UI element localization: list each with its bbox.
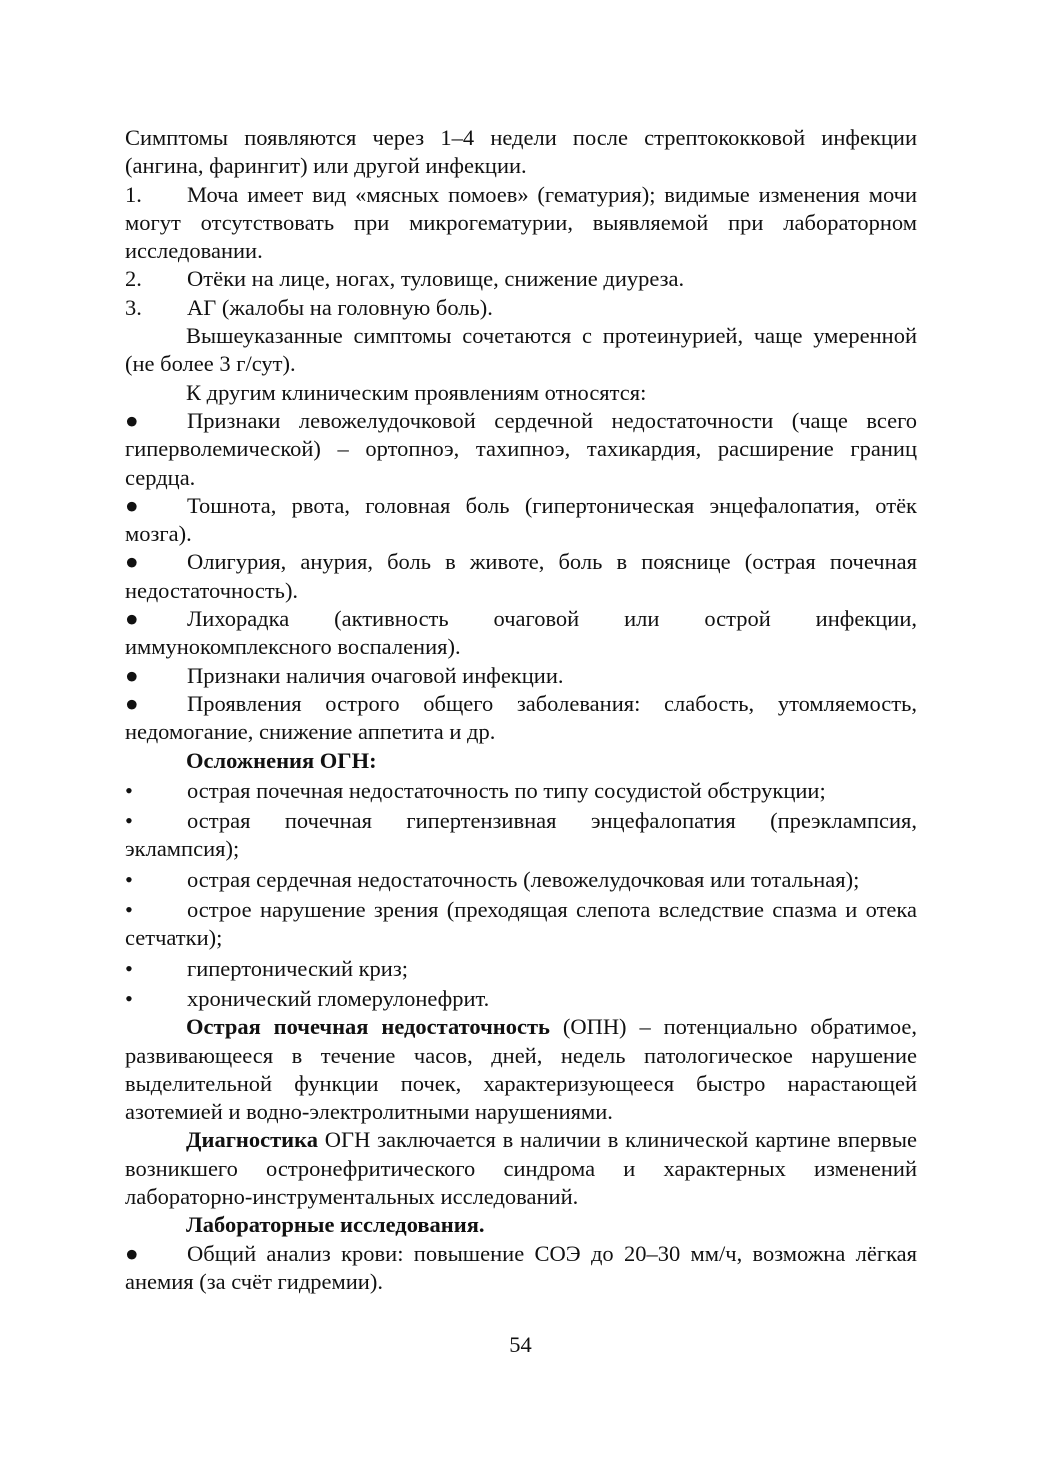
bullet-icon: ● bbox=[125, 492, 139, 518]
complication-item-1 bbox=[125, 777, 917, 805]
bullet-icon: • bbox=[125, 985, 133, 1011]
item-text: Моча имеет вид «мясных помоев» (гематурия); видимые изменения мочи могут отсутствовать при микрогематурии, выявляемой при лабораторном исследовании. bbox=[125, 181, 917, 264]
paragraph-intro: Симптомы появляются через 1–4 недели после стрептококковой инфекции (ангина, фарингит) или другой инфекции. bbox=[125, 125, 917, 179]
heading-lab-tests bbox=[125, 1211, 917, 1239]
page-number: 54 bbox=[509, 1332, 532, 1357]
definition-text: (ОПН) – потенциально обратимое, развивающееся в течение часов, дней, недель патологическое нарушение выделительной функции почек, характеризующееся быстро нарастающей азотемией и водно-электролитными нарушениями. bbox=[125, 1014, 918, 1125]
complication-item-4 bbox=[125, 896, 917, 953]
bullet-item-6 bbox=[125, 690, 917, 747]
bullet-item-3 bbox=[125, 548, 917, 605]
item-text: Признаки левожелудочковой сердечной недостаточности (чаще всего гиперволемической) – ортопноэ, тахипноэ, тахикардия, расширение границ сердца. bbox=[125, 407, 917, 490]
page-body bbox=[125, 124, 917, 1296]
item-text: острое нарушение зрения (преходящая слепота вследствие спазма и отека сетчатки); bbox=[125, 897, 917, 951]
item-text: Олигурия, анурия, боль в животе, боль в пояснице (острая почечная недостаточность). bbox=[125, 549, 917, 603]
complication-item-6 bbox=[125, 985, 917, 1013]
bullet-item-5 bbox=[125, 662, 917, 690]
bullet-item-4 bbox=[125, 605, 917, 662]
numbered-item-3 bbox=[125, 294, 917, 322]
item-text: Проявления острого общего заболевания: слабость, утомляемость, недомогание, снижение аппетита и др. bbox=[125, 690, 917, 745]
term-bold: Диагностика bbox=[186, 1127, 319, 1153]
item-text: хронический гломерулонефрит. bbox=[187, 985, 490, 1011]
bullet-icon: • bbox=[125, 777, 133, 803]
complication-item-5 bbox=[125, 955, 917, 983]
item-number: 2. bbox=[125, 266, 142, 292]
heading-text: Лабораторные исследования. bbox=[186, 1212, 485, 1238]
item-text: острая почечная недостаточность по типу сосудистой обструкции; bbox=[187, 777, 826, 803]
bullet-icon: • bbox=[125, 897, 133, 923]
paragraph-proteinuria: Вышеуказанные симптомы сочетаются с протеинурией, чаще умеренной (не более 3 г/сут). bbox=[125, 323, 917, 377]
numbered-item-1 bbox=[125, 181, 917, 266]
bullet-icon: ● bbox=[125, 690, 139, 716]
bullet-icon: ● bbox=[125, 662, 139, 688]
item-text: острая почечная гипертензивная энцефалопатия (преэклампсия, эклампсия); bbox=[125, 808, 917, 862]
heading-complications bbox=[125, 747, 917, 775]
complication-item-3 bbox=[125, 866, 917, 894]
item-text: Лихорадка (активность очаговой или острой инфекции, иммунокомплексного воспаления). bbox=[125, 606, 917, 660]
item-number: 1. bbox=[125, 181, 142, 207]
item-text: Признаки наличия очаговой инфекции. bbox=[187, 662, 564, 688]
item-number: 3. bbox=[125, 294, 142, 320]
complication-item-2 bbox=[125, 807, 917, 864]
heading-text: Осложнения ОГН: bbox=[186, 747, 377, 773]
item-text: острая сердечная недостаточность (левожелудочковая или тотальная); bbox=[187, 866, 860, 892]
paragraph-other-signs: К другим клиническим проявлениям относятся: bbox=[186, 379, 647, 405]
bullet-icon: ● bbox=[125, 549, 139, 575]
definition-text: ОГН заключается в наличии в клинической картине впервые возникшего остронефритического синдрома и характерных изменений лабораторно-инструментальных исследований. bbox=[125, 1127, 917, 1209]
item-text: Общий анализ крови: повышение СОЭ до 20–30 мм/ч, возможна лёгкая анемия (за счёт гидремии). bbox=[125, 1240, 917, 1294]
item-text: Отёки на лице, ногах, туловище, снижение диуреза. bbox=[187, 266, 685, 292]
item-text: гипертонический криз; bbox=[187, 955, 408, 981]
bullet-icon: • bbox=[125, 808, 133, 834]
lab-item-1 bbox=[125, 1240, 917, 1297]
item-text: Тошнота, рвота, головная боль (гипертоническая энцефалопатия, отёк мозга). bbox=[125, 492, 917, 547]
paragraph-diagnostics bbox=[125, 1126, 917, 1211]
paragraph-opn-definition bbox=[125, 1013, 917, 1126]
bullet-icon: • bbox=[125, 866, 133, 892]
bullet-icon: • bbox=[125, 955, 133, 981]
bullet-icon: ● bbox=[125, 1240, 139, 1266]
term-bold: Острая почечная недостаточность bbox=[186, 1014, 550, 1040]
bullet-icon: ● bbox=[125, 606, 139, 632]
bullet-icon: ● bbox=[125, 407, 139, 433]
bullet-item-2 bbox=[125, 492, 917, 549]
numbered-item-2 bbox=[125, 265, 917, 293]
bullet-item-1 bbox=[125, 407, 917, 492]
item-text: АГ (жалобы на головную боль). bbox=[187, 294, 493, 320]
